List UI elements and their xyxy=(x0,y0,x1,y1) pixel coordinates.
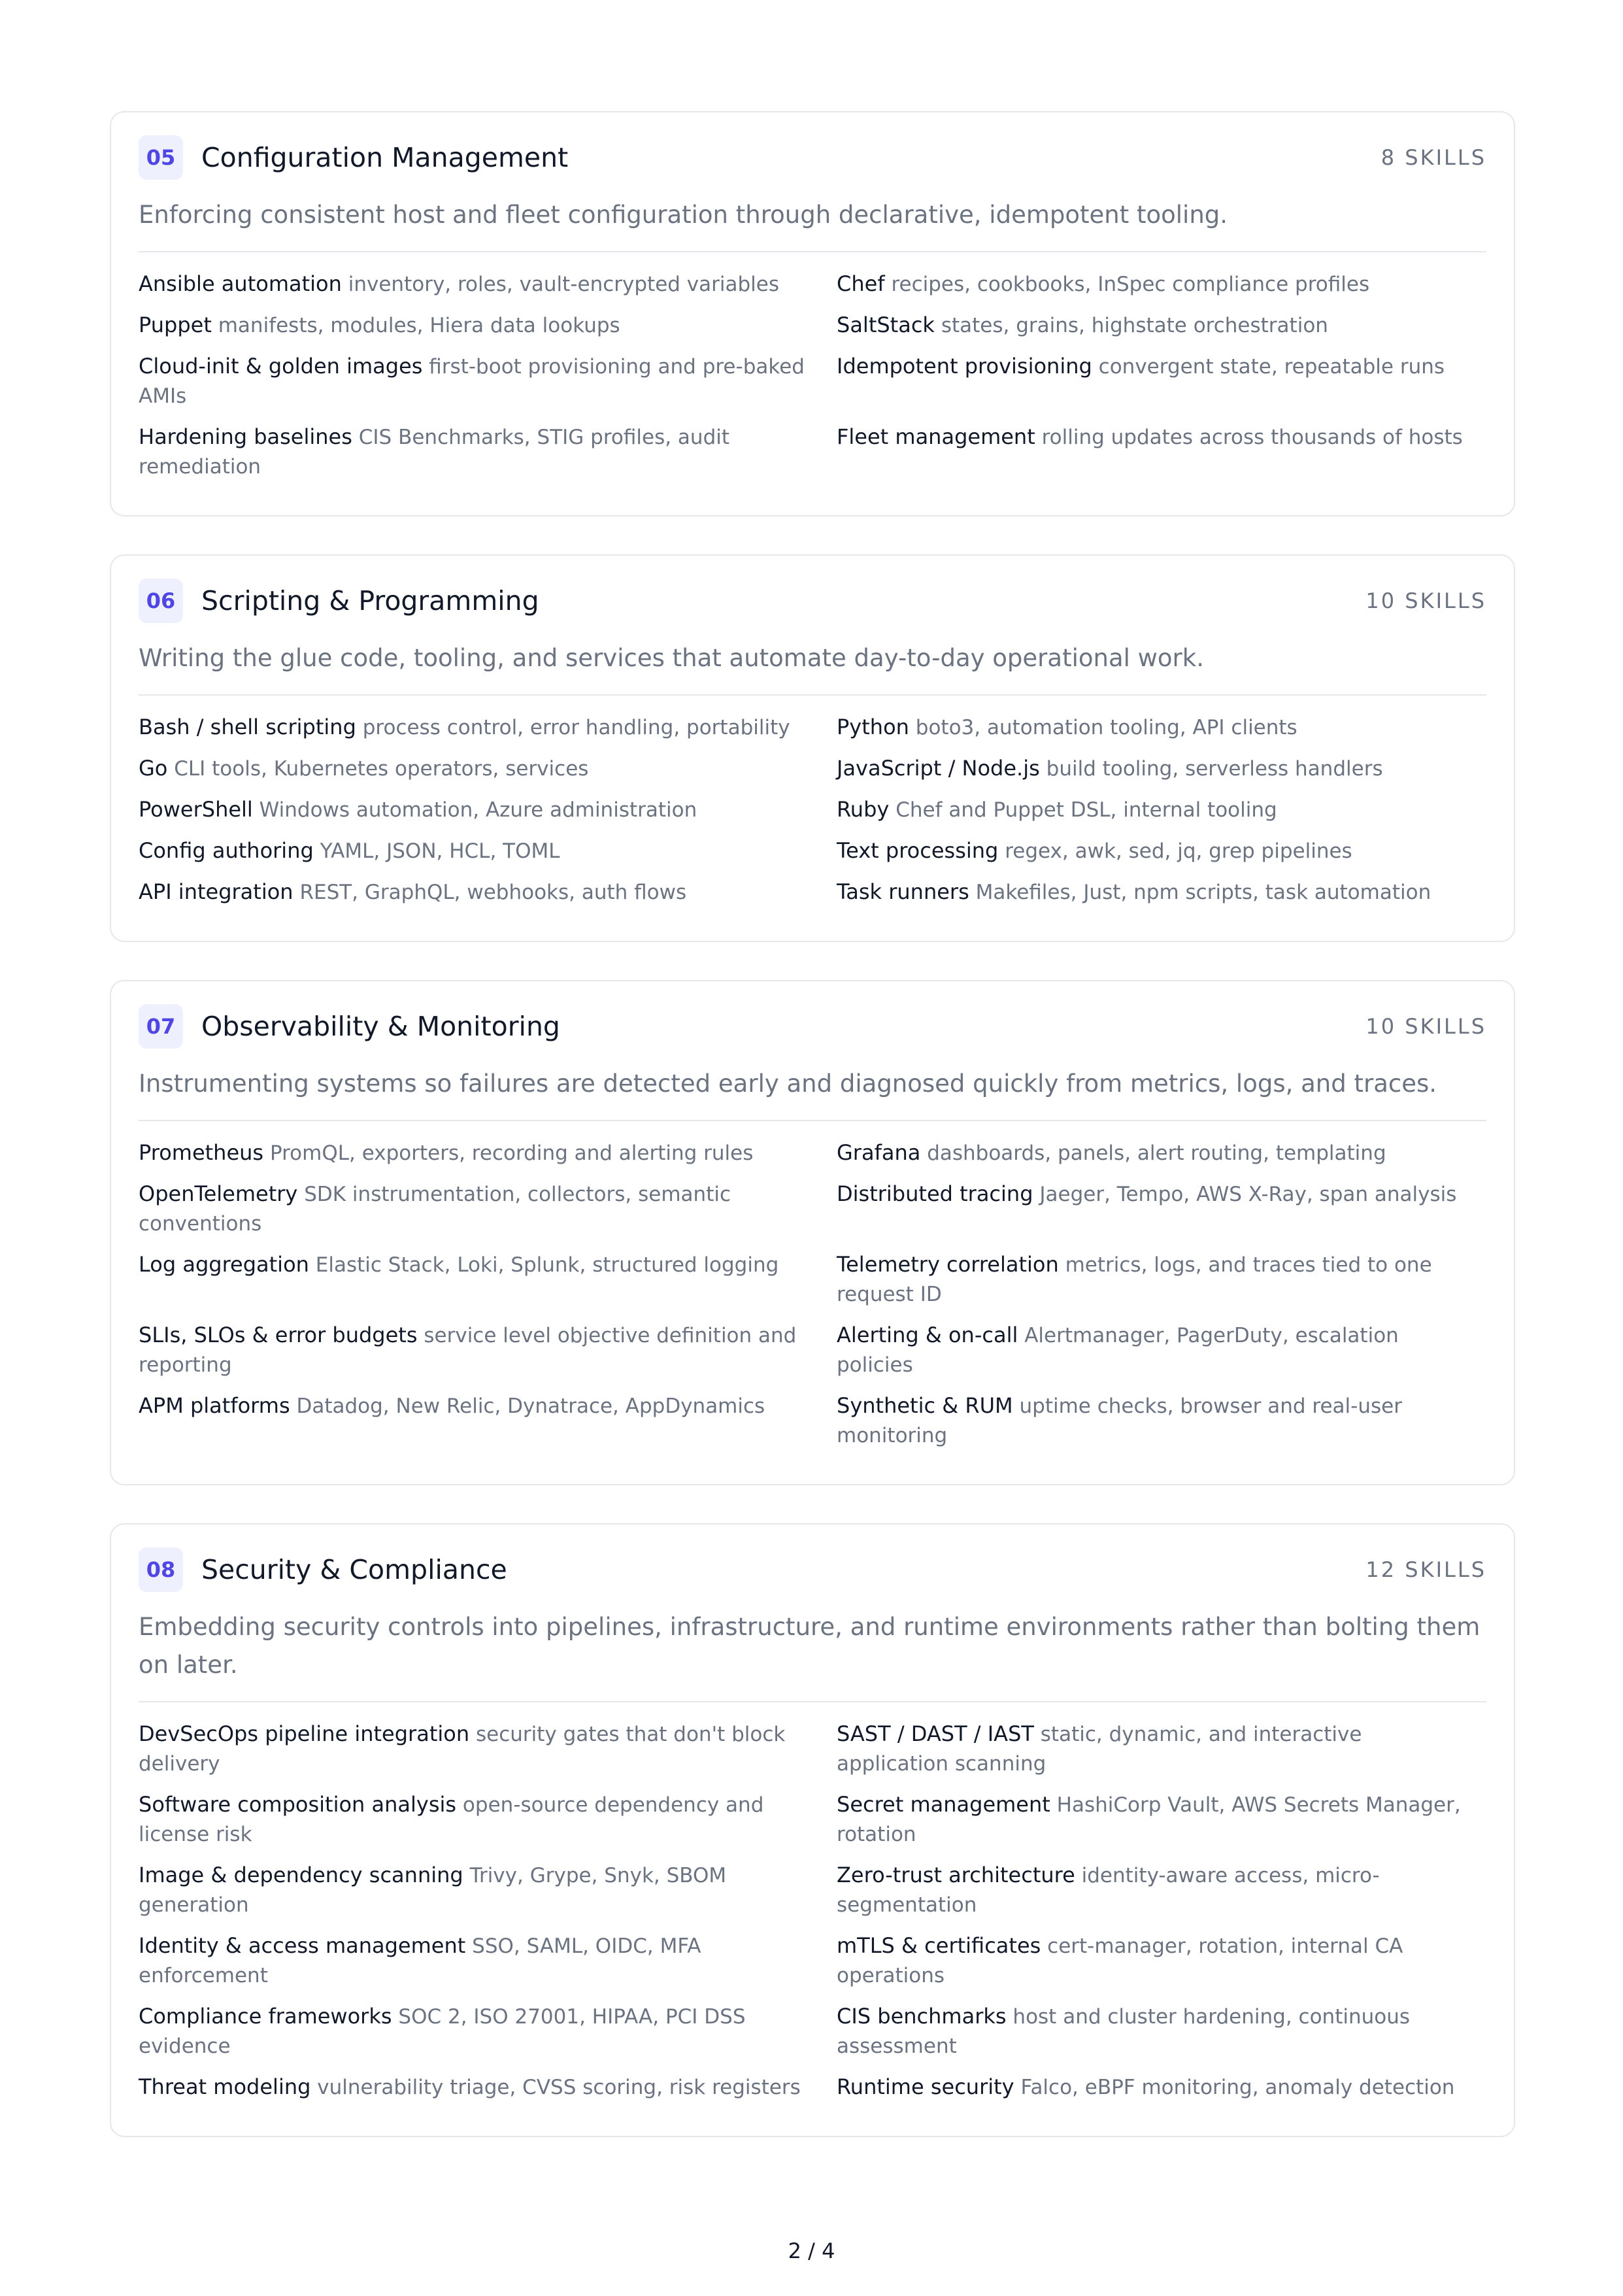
skill-item xyxy=(139,754,837,784)
skills-grid xyxy=(139,1138,1486,1462)
skill-name: Software composition analysis xyxy=(139,1792,457,1817)
skill-name: Runtime security xyxy=(837,2074,1014,2099)
skill-name: Image & dependency scanning xyxy=(139,1863,463,1887)
section-heading xyxy=(139,1547,507,1592)
skill-name: Config authoring xyxy=(139,838,314,863)
skill-description: Jaeger, Tempo, AWS X-Ray, span analysis xyxy=(1039,1183,1457,1206)
skill-name: Fleet management xyxy=(837,424,1035,449)
skill-name: Text processing xyxy=(837,838,999,863)
skill-item xyxy=(139,1250,837,1309)
skill-name: SLIs, SLOs & error budgets xyxy=(139,1323,418,1347)
skill-name: Ruby xyxy=(837,797,890,822)
skill-description: identity-aware access, micro-segmentation xyxy=(837,1864,1380,1917)
skill-item xyxy=(139,2072,837,2102)
skill-description: Alertmanager, PagerDuty, escalation policies xyxy=(837,1324,1399,1377)
skill-description: PromQL, exporters, recording and alerting rules xyxy=(269,1141,754,1165)
skill-description: inventory, roles, vault-encrypted variables xyxy=(348,273,780,296)
skill-item xyxy=(139,1861,837,1920)
section-header xyxy=(139,1004,1486,1049)
skill-item xyxy=(139,1790,837,1849)
section-card xyxy=(110,554,1515,942)
skill-count: 10 SKILLS xyxy=(1365,588,1486,613)
section-number-badge: 08 xyxy=(139,1547,183,1592)
section-card xyxy=(110,1523,1515,2137)
skill-description: static, dynamic, and interactive application scanning xyxy=(837,1723,1362,1776)
skill-name: Go xyxy=(139,756,168,781)
skill-name: Alerting & on-call xyxy=(837,1323,1018,1347)
skill-item xyxy=(837,795,1492,825)
skill-description: CIS Benchmarks, STIG profiles, audit remediation xyxy=(139,426,730,479)
skill-name: mTLS & certificates xyxy=(837,1933,1041,1958)
skill-item xyxy=(837,2002,1492,2061)
skill-item xyxy=(139,795,837,825)
skill-name: Compliance frameworks xyxy=(139,2004,392,2029)
skill-name: Log aggregation xyxy=(139,1252,309,1277)
section-description: Instrumenting systems so failures are detected early and diagnosed quickly from metrics, logs, and traces. xyxy=(139,1065,1486,1121)
skill-item xyxy=(837,311,1492,341)
skill-description: convergent state, repeatable runs xyxy=(1098,355,1445,379)
skill-description: first-boot provisioning and pre-baked AMIs xyxy=(139,355,805,408)
section-heading xyxy=(139,579,539,623)
skill-name: Telemetry correlation xyxy=(837,1252,1059,1277)
skill-description: regex, awk, sed, jq, grep pipelines xyxy=(1005,839,1352,863)
skill-name: Task runners xyxy=(837,879,969,904)
skill-description: cert-manager, rotation, internal CA operations xyxy=(837,1934,1403,1987)
section-number-badge: 05 xyxy=(139,135,183,180)
skill-name: Identity & access management xyxy=(139,1933,466,1958)
section-number-badge: 07 xyxy=(139,1004,183,1049)
skill-description: states, grains, highstate orchestration xyxy=(941,314,1328,337)
skill-count: 10 SKILLS xyxy=(1365,1014,1486,1039)
skill-item xyxy=(139,877,837,907)
skill-name: Grafana xyxy=(837,1140,921,1165)
skill-description: build tooling, serverless handlers xyxy=(1046,757,1383,781)
skill-item xyxy=(139,1138,837,1168)
skill-item xyxy=(139,713,837,743)
skill-item xyxy=(837,422,1492,482)
skill-name: PowerShell xyxy=(139,797,253,822)
skill-item xyxy=(837,1250,1492,1309)
section-description: Writing the glue code, tooling, and services that automate day-to-day operational work. xyxy=(139,639,1486,696)
skill-name: Distributed tracing xyxy=(837,1181,1033,1206)
section-header xyxy=(139,135,1486,180)
skills-grid xyxy=(139,1719,1486,2114)
skill-item xyxy=(837,2072,1492,2102)
skill-item xyxy=(139,269,837,299)
skill-item xyxy=(139,1321,837,1380)
skill-description: vulnerability triage, CVSS scoring, risk registers xyxy=(317,2076,801,2099)
skill-name: Cloud-init & golden images xyxy=(139,354,423,379)
skill-name: Puppet xyxy=(139,312,212,337)
skill-description: manifests, modules, Hiera data lookups xyxy=(218,314,620,337)
skill-description: process control, error handling, portability xyxy=(362,716,790,739)
skill-item xyxy=(139,311,837,341)
skill-description: Datadog, New Relic, Dynatrace, AppDynamics xyxy=(296,1394,765,1418)
skill-name: Hardening baselines xyxy=(139,424,352,449)
skill-name: DevSecOps pipeline integration xyxy=(139,1721,470,1746)
skill-description: open-source dependency and license risk xyxy=(139,1793,764,1846)
skill-name: Threat modeling xyxy=(139,2074,311,2099)
skill-item xyxy=(837,836,1492,866)
skill-description: Windows automation, Azure administration xyxy=(259,798,697,822)
skill-item xyxy=(139,1391,837,1451)
skill-item xyxy=(837,1931,1492,1991)
skill-description: Falco, eBPF monitoring, anomaly detection xyxy=(1020,2076,1455,2099)
page-number: 2 / 4 xyxy=(788,2238,835,2263)
skill-name: OpenTelemetry xyxy=(139,1181,298,1206)
skill-description: security gates that don't block delivery xyxy=(139,1723,786,1776)
section-description: Enforcing consistent host and fleet configuration through declarative, idempotent tooling. xyxy=(139,196,1486,252)
section-number-badge: 06 xyxy=(139,579,183,623)
section-card xyxy=(110,980,1515,1485)
skill-count: 8 SKILLS xyxy=(1380,145,1486,170)
skill-item xyxy=(837,1179,1492,1239)
skill-item xyxy=(837,1321,1492,1380)
skill-description: Chef and Puppet DSL, internal tooling xyxy=(895,798,1277,822)
skill-name: Synthetic & RUM xyxy=(837,1393,1013,1418)
section-title: Security & Compliance xyxy=(201,1554,507,1585)
section-card xyxy=(110,111,1515,516)
skill-name: JavaScript / Node.js xyxy=(837,756,1040,781)
skill-name: APM platforms xyxy=(139,1393,290,1418)
skill-name: SaltStack xyxy=(837,312,935,337)
skill-item xyxy=(837,1790,1492,1849)
skill-item xyxy=(837,713,1492,743)
section-header xyxy=(139,1547,1486,1593)
skill-name: Bash / shell scripting xyxy=(139,715,356,739)
section-header xyxy=(139,578,1486,624)
skill-item xyxy=(837,1138,1492,1168)
skill-description: HashiCorp Vault, AWS Secrets Manager, rotation xyxy=(837,1793,1461,1846)
section-title: Scripting & Programming xyxy=(201,585,539,616)
skill-item xyxy=(139,836,837,866)
skill-description: host and cluster hardening, continuous assessment xyxy=(837,2005,1411,2058)
skill-description: CLI tools, Kubernetes operators, services xyxy=(174,757,589,781)
skill-description: Makefiles, Just, npm scripts, task automation xyxy=(975,881,1431,904)
skill-description: Elastic Stack, Loki, Splunk, structured logging xyxy=(315,1253,779,1277)
skill-item xyxy=(837,877,1492,907)
section-title: Observability & Monitoring xyxy=(201,1011,560,1042)
skill-item xyxy=(837,1861,1492,1920)
skill-item xyxy=(139,422,837,482)
skill-item xyxy=(139,1931,837,1991)
skill-name: Zero-trust architecture xyxy=(837,1863,1075,1887)
skill-name: Ansible automation xyxy=(139,271,342,296)
skills-grid xyxy=(139,269,1486,493)
skill-description: uptime checks, browser and real-user monitoring xyxy=(837,1394,1402,1447)
skill-description: rolling updates across thousands of hosts xyxy=(1041,426,1463,449)
skill-description: boto3, automation tooling, API clients xyxy=(915,716,1297,739)
section-description: Embedding security controls into pipelines, infrastructure, and runtime environments rather than bolting them on later. xyxy=(139,1608,1486,1702)
skill-description: REST, GraphQL, webhooks, auth flows xyxy=(299,881,687,904)
section-heading xyxy=(139,135,568,180)
skill-description: SOC 2, ISO 27001, HIPAA, PCI DSS evidence xyxy=(139,2005,746,2058)
skill-description: SSO, SAML, OIDC, MFA enforcement xyxy=(139,1934,701,1987)
skill-description: metrics, logs, and traces tied to one request ID xyxy=(837,1253,1432,1306)
skill-description: dashboards, panels, alert routing, templating xyxy=(927,1141,1386,1165)
section-heading xyxy=(139,1004,560,1049)
skill-item xyxy=(139,1179,837,1239)
skill-description: recipes, cookbooks, InSpec compliance profiles xyxy=(891,273,1370,296)
skill-item xyxy=(139,1719,837,1779)
skill-item xyxy=(139,2002,837,2061)
skill-name: Idempotent provisioning xyxy=(837,354,1092,379)
skill-description: SDK instrumentation, collectors, semantic conventions xyxy=(139,1183,731,1236)
skill-description: service level objective definition and reporting xyxy=(139,1324,797,1377)
section-title: Configuration Management xyxy=(201,142,569,173)
skill-item xyxy=(139,352,837,411)
skill-name: Python xyxy=(837,715,909,739)
skill-description: YAML, JSON, HCL, TOML xyxy=(320,839,560,863)
skill-name: CIS benchmarks xyxy=(837,2004,1007,2029)
skill-item xyxy=(837,754,1492,784)
skills-grid xyxy=(139,713,1486,919)
skill-description: Trivy, Grype, Snyk, SBOM generation xyxy=(139,1864,727,1917)
skill-name: SAST / DAST / IAST xyxy=(837,1721,1034,1746)
skill-item xyxy=(837,269,1492,299)
skill-name: Prometheus xyxy=(139,1140,264,1165)
skill-item xyxy=(837,1391,1492,1451)
page-content xyxy=(110,111,1515,2175)
skill-name: API integration xyxy=(139,879,293,904)
skill-name: Chef xyxy=(837,271,885,296)
skill-item xyxy=(837,1719,1492,1779)
skill-name: Secret management xyxy=(837,1792,1050,1817)
skill-count: 12 SKILLS xyxy=(1365,1557,1486,1582)
skill-item xyxy=(837,352,1492,411)
